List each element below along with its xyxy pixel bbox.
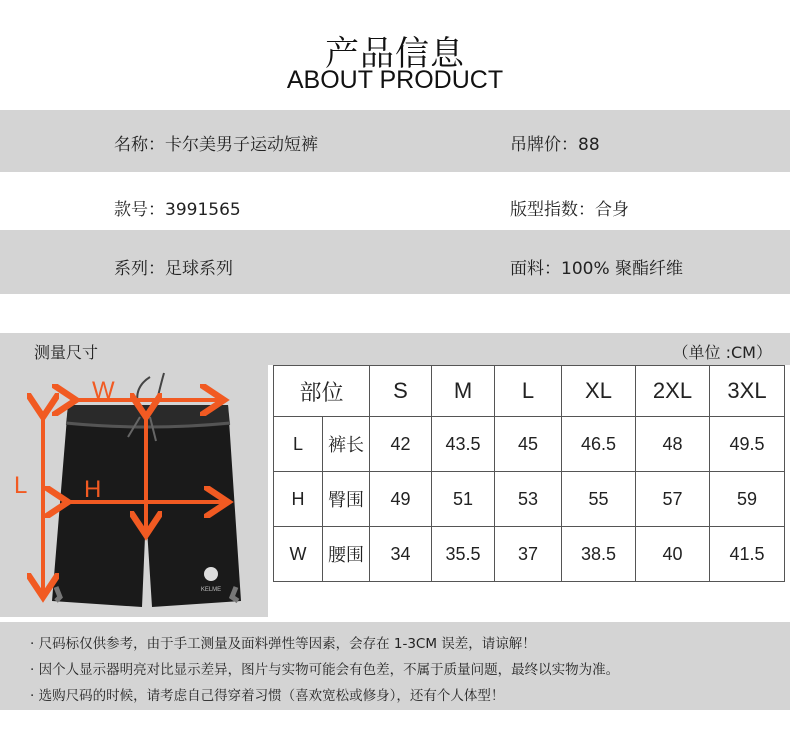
size-value: 41.5: [710, 527, 785, 582]
l-label: L: [14, 472, 28, 499]
shorts-illustration: [0, 365, 268, 617]
page-title-cn: 产品信息: [325, 34, 465, 74]
size-row-hip: [274, 472, 785, 527]
size-value: 38.5: [562, 527, 636, 582]
notes-panel: [0, 622, 790, 710]
measure-part: 裤长: [323, 417, 370, 472]
size-value: 45: [495, 417, 562, 472]
size-header: 3XL: [710, 366, 785, 417]
size-value: 34: [370, 527, 432, 582]
size-value: 49: [370, 472, 432, 527]
series: 系列：足球系列: [114, 259, 233, 279]
tag-price: 吊牌价：88: [510, 135, 600, 155]
info-row-3: [0, 230, 790, 294]
size-header: 2XL: [636, 366, 710, 417]
size-value: 57: [636, 472, 710, 527]
size-row-waist: [274, 527, 785, 582]
kelme-logo-icon: [204, 567, 218, 581]
size-header: M: [432, 366, 495, 417]
measure-part: 臀围: [323, 472, 370, 527]
measure-code: W: [274, 527, 323, 582]
measure-part: 腰围: [323, 527, 370, 582]
size-header-row: [274, 366, 785, 417]
size-value: 43.5: [432, 417, 495, 472]
product-name: 名称：卡尔美男子运动短裤: [114, 135, 318, 155]
size-value: 53: [495, 472, 562, 527]
note-item: · 选购尺码的时候，请考虑自己得穿着习惯（喜欢宽松或修身），还有个人体型！: [30, 688, 505, 704]
logo-text: KELME: [200, 587, 222, 593]
size-header: XL: [562, 366, 636, 417]
note-item: · 尺码标仅供参考，由于手工测量及面料弹性等因素，会存在 1-3CM 误差，请谅解！: [30, 636, 536, 652]
info-row-1: [0, 110, 790, 172]
size-value: 40: [636, 527, 710, 582]
fabric: 面料：100% 聚酯纤维: [510, 259, 684, 279]
size-value: 37: [495, 527, 562, 582]
size-table: [273, 365, 785, 582]
size-header: S: [370, 366, 432, 417]
info-row-2: [0, 172, 790, 230]
measurement-header: [0, 333, 790, 365]
size-value: 49.5: [710, 417, 785, 472]
size-value: 46.5: [562, 417, 636, 472]
w-label: W: [92, 377, 115, 404]
note-item: · 因个人显示器明亮对比显示差异，图片与实物可能会有色差，不属于质量问题，最终以实物为准。: [30, 662, 620, 678]
h-label: H: [84, 476, 102, 503]
size-value: 51: [432, 472, 495, 527]
measurement-title: 测量尺寸: [34, 343, 99, 362]
size-value: 59: [710, 472, 785, 527]
size-row-length: [274, 417, 785, 472]
size-value: 42: [370, 417, 432, 472]
style-number: 款号：3991565: [114, 200, 241, 220]
shorts-diagram: [0, 365, 268, 617]
size-header: L: [495, 366, 562, 417]
size-value: 55: [562, 472, 636, 527]
fit-index: 版型指数：合身: [510, 200, 629, 220]
size-value: 35.5: [432, 527, 495, 582]
measurement-unit: （单位 :CM）: [672, 343, 772, 362]
size-value: 48: [636, 417, 710, 472]
measure-code: L: [274, 417, 323, 472]
part-header: 部位: [274, 366, 370, 417]
page-title-en: ABOUT PRODUCT: [286, 66, 504, 94]
measure-code: H: [274, 472, 323, 527]
